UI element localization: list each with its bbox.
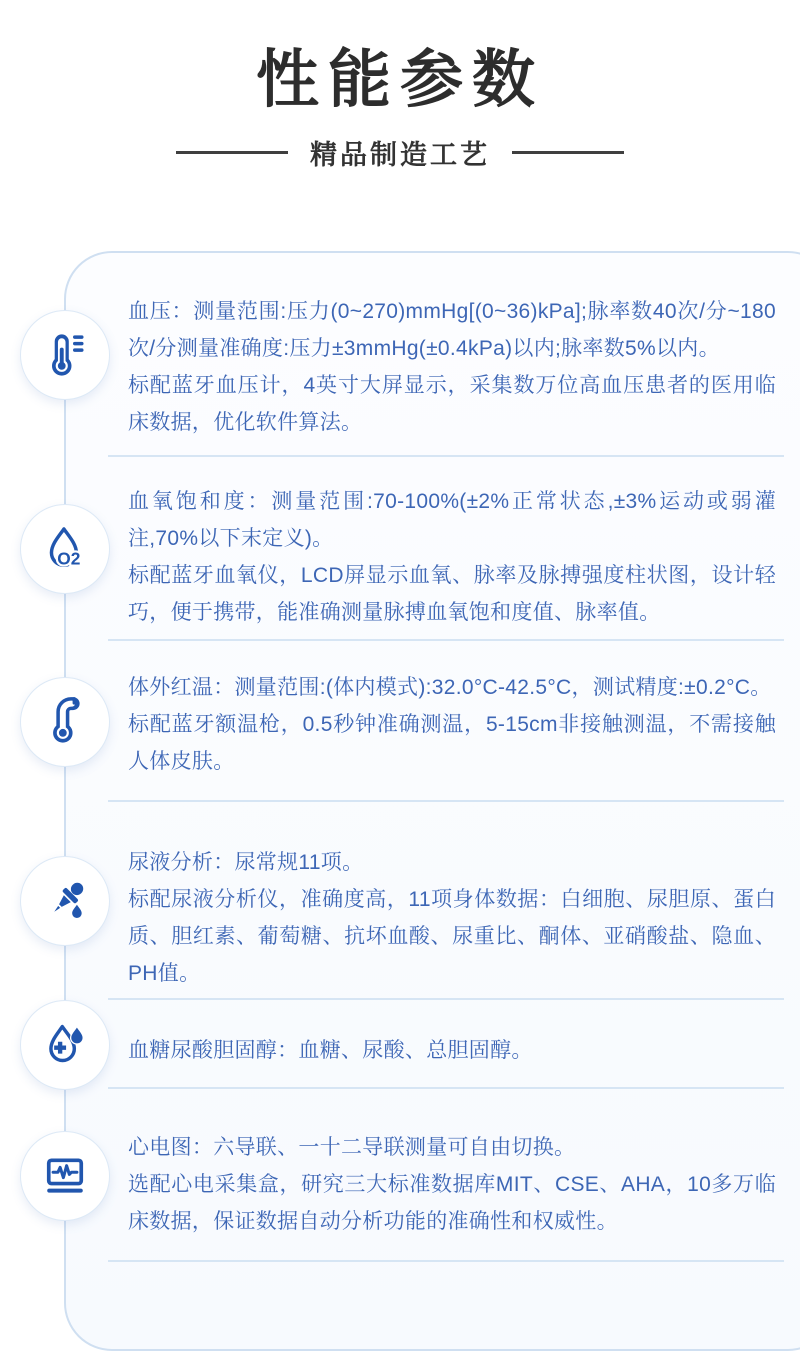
section-blood-oxygen xyxy=(57,457,800,641)
spec-paragraph: 血氧饱和度：测量范围:70-100%(±2%正常状态,±3%运动或弱灌注,70%以下末定义)。 xyxy=(128,490,776,550)
spec-paragraph: 尿液分析：尿常规11项。 xyxy=(128,851,364,874)
subtitle-left-line xyxy=(176,151,288,154)
blood-drop-cross-icon xyxy=(20,1000,110,1090)
spec-paragraph: 血压：测量范围:压力(0~270)mmHg[(0~36)kPa];脉率数40次/分~180次/分测量准确度:压力±3mmHg(±0.4kPa)以内;脉率数5%以内。 xyxy=(128,300,776,360)
section-infrared-temperature xyxy=(66,641,800,802)
spec-text-ecg xyxy=(128,1129,776,1240)
spec-text-urine-analysis xyxy=(128,844,776,992)
subtitle-right-line xyxy=(512,151,624,154)
spec-paragraph: 血糖尿酸胆固醇：血糖、尿酸、总胆固醇。 xyxy=(128,1039,533,1062)
spec-card xyxy=(57,251,800,1351)
oxygen-drop-icon xyxy=(20,504,110,594)
subtitle-row xyxy=(0,133,800,172)
spec-paragraph: 标配尿液分析仪，准确度高，11项身体数据：白细胞、尿胆原、蛋白质、胆红素、葡萄糖、抗坏血酸、尿重比、酮体、亚硝酸盐、隐血、PH值。 xyxy=(128,888,776,985)
page-title: 性能参数 xyxy=(256,45,544,115)
spec-paragraph: 心电图：六导联、一十二导联测量可自由切换。 xyxy=(128,1136,576,1159)
forehead-thermometer-icon xyxy=(20,677,110,767)
thermometer-scale-icon xyxy=(20,310,110,400)
svg-text:O2: O2 xyxy=(57,548,81,569)
spec-paragraph: 标配蓝牙血压计，4英寸大屏显示，采集数万位高血压患者的医用临床数据，优化软件算法。 xyxy=(128,374,776,434)
page-header xyxy=(0,46,800,172)
spec-text-blood-pressure xyxy=(128,293,776,441)
spec-text-blood-oxygen xyxy=(128,483,776,631)
spec-text-glucose xyxy=(128,1032,776,1069)
section-urine-analysis xyxy=(66,802,800,1000)
spec-paragraph: 标配蓝牙血氧仪，LCD屏显示血氧、脉率及脉搏强度柱状图，设计轻巧，便于携带，能准确测量脉搏血氧饱和度值、脉率值。 xyxy=(128,564,776,624)
spec-text-infrared-temperature xyxy=(128,669,776,780)
section-blood-pressure xyxy=(66,253,800,457)
spec-paragraph: 标配蓝牙额温枪，0.5秒钟准确测温，5-15cm非接触测温，不需接触人体皮肤。 xyxy=(128,713,776,773)
page-subtitle: 精品制造工艺 xyxy=(310,140,490,171)
spec-paragraph: 体外红温：测量范围:(体内模式):32.0°C-42.5°C，测试精度:±0.2°C。 xyxy=(128,676,772,699)
ecg-monitor-icon xyxy=(20,1131,110,1221)
section-ecg xyxy=(66,1089,800,1262)
section-divider xyxy=(108,1260,784,1262)
spec-paragraph: 选配心电采集盒，研究三大标准数据库MIT、CSE、AHA，10多万临床数据，保证数据自动分析功能的准确性和权威性。 xyxy=(128,1173,776,1233)
dropper-icon xyxy=(20,856,110,946)
section-glucose-uric-acid-cholesterol xyxy=(66,1000,800,1089)
